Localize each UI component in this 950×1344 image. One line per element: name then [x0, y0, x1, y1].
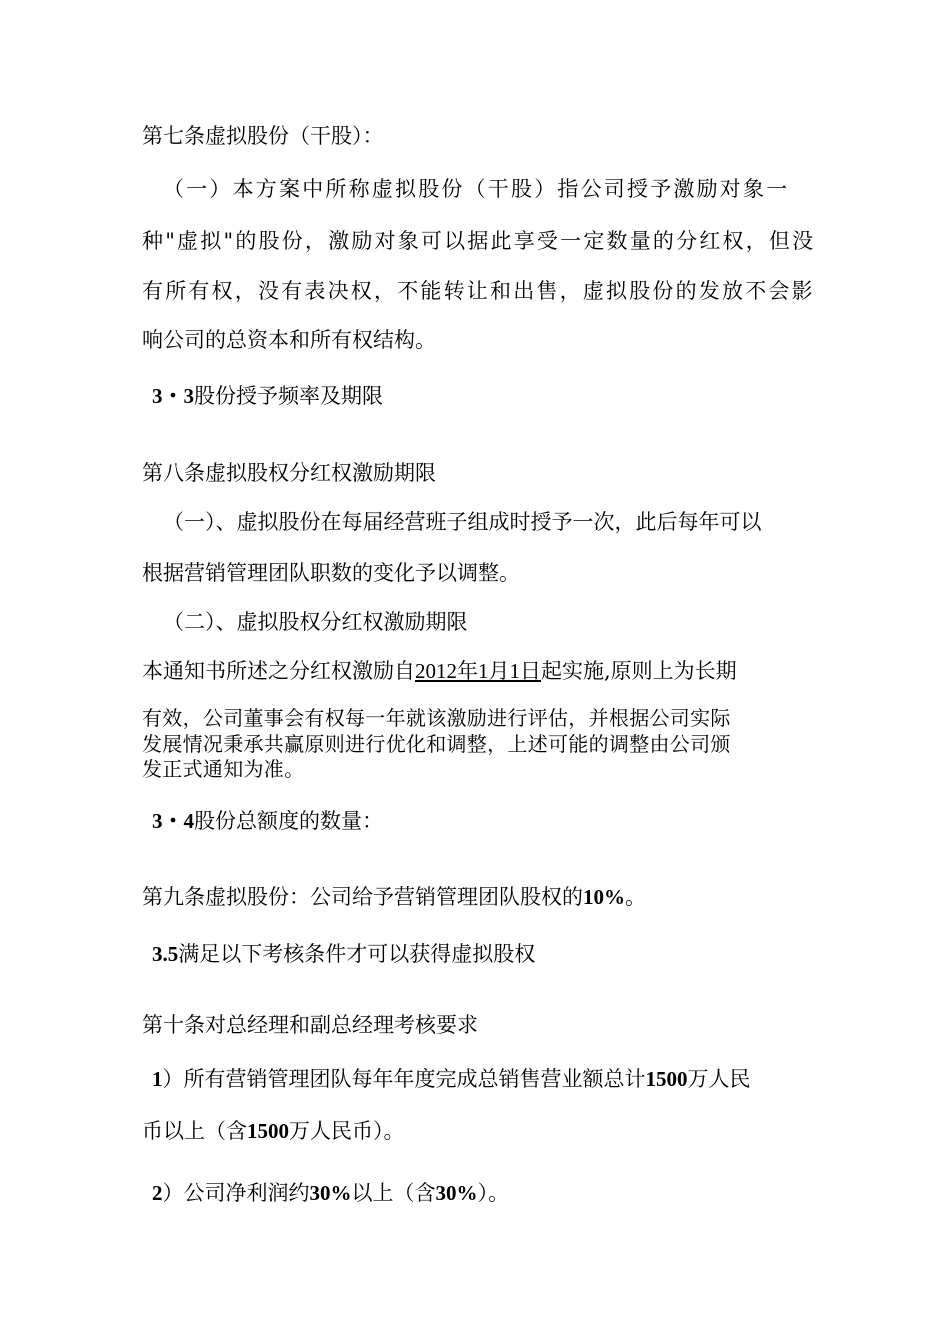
section-3-4-heading — [152, 809, 383, 834]
article-9-percentage: 10% — [583, 885, 625, 909]
item-text: 币以上（含 — [142, 1119, 247, 1143]
article-8-item-2: （二）、虚拟股权分红权激励期限 — [163, 610, 468, 634]
effective-text-before: 本通知书所述之分红权激励自 — [142, 659, 415, 683]
item-text: 以上（含 — [351, 1181, 436, 1205]
section-3-5-heading — [152, 942, 535, 967]
profit-percentage: 30% — [435, 1181, 478, 1205]
article-7-paragraph-line-3: 有所有权，没有表决权，不能转让和出售，虚拟股份的发放不会影 — [142, 279, 815, 303]
article-10-item-2 — [152, 1181, 509, 1206]
article-7-paragraph-line-2: 种"虚拟"的股份，激励对象可以据此享受一定数量的分红权，但没 — [142, 229, 816, 253]
article-7-paragraph-line-1: （一）本方案中所称虚拟股份（干股）指公司授予激励对象一 — [163, 177, 790, 201]
item-text-unit: 万人民 — [687, 1067, 751, 1091]
article-9-end: 。 — [625, 885, 646, 909]
item-number: 1 — [152, 1067, 163, 1091]
effective-date: 2012年1月1日 — [415, 659, 541, 683]
section-number: 3.5 — [152, 942, 179, 966]
article-7-heading: 第七条虚拟股份（干股）： — [142, 124, 384, 148]
sales-amount: 1500 — [247, 1119, 289, 1143]
article-8-item-1-line-2: 根据营销管理团队职数的变化予以调整。 — [142, 561, 520, 585]
article-8-paragraph-line-2: 发展情况秉承共赢原则进行优化和调整，上述可能的调整由公司颁 — [142, 732, 731, 756]
article-8-heading: 第八条虚拟股权分红权激励期限 — [142, 461, 436, 485]
section-title: 满足以下考核条件才可以获得虚拟股权 — [178, 942, 536, 966]
article-8-paragraph-line-1: 有效，公司董事会有权每一年就该激励进行评估，并根据公司实际 — [142, 706, 731, 730]
section-title: 股份授予频率及期限 — [194, 384, 383, 408]
sales-amount: 1500 — [645, 1067, 688, 1091]
article-8-item-1-line-1: （一）、虚拟股份在每届经营班子组成时授予一次，此后每年可以 — [163, 510, 762, 534]
article-10-heading: 第十条对总经理和副总经理考核要求 — [142, 1013, 478, 1037]
article-8-effective-date-line — [142, 659, 737, 684]
item-text-end: ）。 — [477, 1181, 509, 1205]
section-number: 3・4 — [152, 809, 194, 833]
section-number: 3・3 — [152, 384, 194, 408]
section-3-3-heading — [152, 384, 383, 409]
item-number: 2 — [152, 1181, 163, 1205]
article-9 — [142, 885, 646, 910]
article-8-paragraph-line-3: 发正式通知为准。 — [142, 757, 305, 781]
article-9-text: 第九条虚拟股份：公司给予营销管理团队股权的 — [142, 885, 583, 909]
section-title: 股份总额度的数量： — [194, 809, 383, 833]
item-text: ）所有营销管理团队每年年度完成总销售营业额总计 — [162, 1067, 646, 1091]
item-text-end: 万人民币）。 — [289, 1119, 405, 1143]
effective-text-after: 起实施,原则上为长期 — [541, 659, 737, 683]
profit-percentage: 30% — [309, 1181, 352, 1205]
item-text: ）公司净利润约 — [162, 1181, 310, 1205]
article-10-item-1-line-2 — [142, 1119, 405, 1144]
article-7-paragraph-line-4: 响公司的总资本和所有权结构。 — [142, 328, 436, 352]
article-10-item-1-line-1 — [152, 1067, 751, 1092]
